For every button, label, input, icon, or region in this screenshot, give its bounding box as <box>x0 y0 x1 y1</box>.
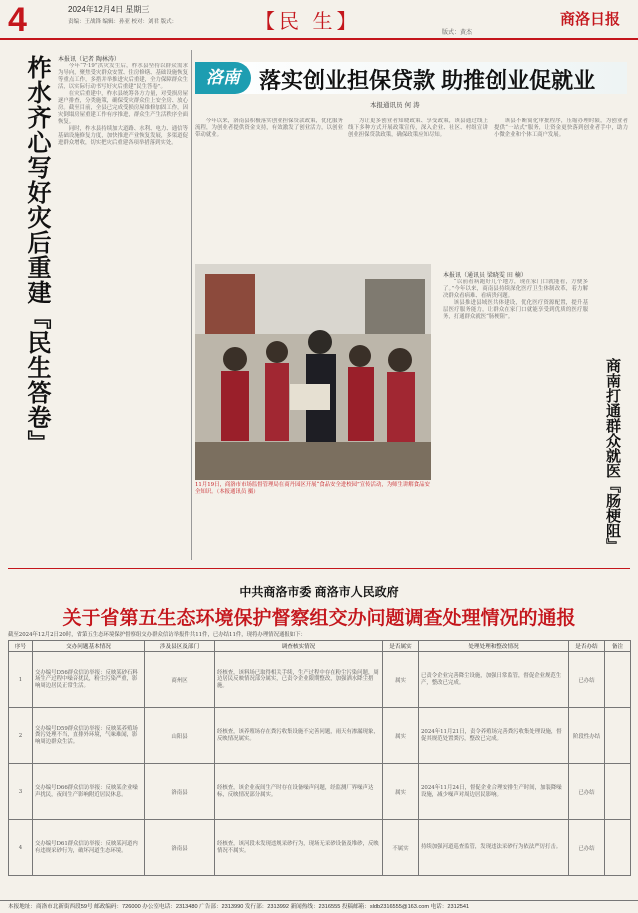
cell-finding: 经核查，该河段未发现违规采砂行为，现场无采砂设备及堆砂，反映情况不属实。 <box>215 820 383 876</box>
masthead-logo: 商洛日报 <box>560 11 621 28</box>
cell-handling: 持续加强河道巡查监管，发现违法采砂行为依法严厉打击。 <box>419 820 569 876</box>
article-banner <box>195 62 627 94</box>
notice-table <box>8 640 631 876</box>
paragraph: 同时，柞水县持续加大道路、水利、电力、通信等基础设施修复力度，加快推进产业恢复发展，多渠道促进群众增收，切实把灾后重建各项举措落到实处。 <box>58 126 188 146</box>
left-article-byline: 本报讯（记者 陶林涛） <box>58 56 120 63</box>
cell-finding: 经核查，该料场已取得相关手续，生产过程中存在粉尘污染问题，周边居民反映情况部分属实，已责令企业限期整改，加强洒水降尘措施。 <box>215 652 383 708</box>
photo-caption: 11月19日，商洛市市场监督管理局在商丹园区开展“食品安全进校园”宣传活动，为师生讲解食品安全知识。（本报通讯员 摄） <box>195 482 430 495</box>
column-divider <box>191 50 192 560</box>
cell-verified: 属实 <box>383 764 419 820</box>
left-article-body <box>58 63 188 543</box>
notice-title: 关于省第五生态环境保护督察组交办问题调查处理情况的通报 <box>62 608 576 629</box>
cell-county: 洛南县 <box>145 764 215 820</box>
cell-no: 2 <box>9 708 33 764</box>
cell-closed: 阶段性办结 <box>569 708 605 764</box>
main-article-col-1 <box>195 118 343 258</box>
main-article-col-3 <box>494 118 628 258</box>
cell-issue: 交办编号D56群众信访举报：反映某砂石料场生产过程中噪音扰民，粉尘污染严重，影响周边居民正常生活。 <box>33 652 145 708</box>
paragraph: “以前看病跑好几个地方，现在家门口就能看，方便多了。”今年以来，商南县持续深化医疗卫生体制改革，着力解决群众看病难、看病贵问题。 <box>443 279 588 299</box>
banner-chip <box>195 62 251 94</box>
page-number: 4 <box>8 1 27 39</box>
cell-note <box>605 652 631 708</box>
cell-issue: 交办编号D61群众信访举报：反映某河道内有违规采砂行为，破坏河道生态环境。 <box>33 820 145 876</box>
cell-handling: 已责令企业完善降尘设施，加强日常监管，督促企业规范生产，整改已完成。 <box>419 652 569 708</box>
cell-issue: 交办编号D66群众信访举报：反映某企业噪声扰民，夜间生产影响附近居民休息。 <box>33 764 145 820</box>
cell-issue: 交办编号D59群众信访举报：反映某养殖场粪污处理不当，直排外环境，气味难闻，影响周边群众生活。 <box>33 708 145 764</box>
cell-note <box>605 708 631 764</box>
cell-verified: 不属实 <box>383 820 419 876</box>
cell-county: 商州区 <box>145 652 215 708</box>
notice-intro: 截至2024年12月2日20时，省第五生态环境保护督察组交办群众信访举报件共11件，已办结11件，现将办理情况通报如下： <box>8 632 306 638</box>
editors-line: 责编：王战锋 编辑：孙亚 校对：刘君 版式： <box>68 19 178 25</box>
table-row <box>9 652 631 708</box>
right-article-body <box>443 279 588 554</box>
cell-finding: 经核查，该养殖场存在粪污收集设施不完善问题，雨天有渗漏现象，反映情况属实。 <box>215 708 383 764</box>
cell-handling: 2024年11月24日，督促企业合理安排生产时间，加装降噪设施，减少噪声对周边居民影响。 <box>419 764 569 820</box>
table-row <box>9 764 631 820</box>
cell-finding: 经核查，该企业夜间生产时存在设备噪声问题，经监测厂界噪声达标，反映情况部分属实。 <box>215 764 383 820</box>
table-row <box>9 708 631 764</box>
main-article-col-2 <box>348 118 488 258</box>
section-separator <box>8 568 630 569</box>
column-header: 是否属实 <box>383 641 419 652</box>
banner-label: 洛南 <box>206 68 240 87</box>
column-header: 序号 <box>9 641 33 652</box>
paragraph: 今年“7·19”洪灾发生后，柞水县坚持以群众需求为导向，聚焦受灾群众安置、住房修缮、基础设施恢复等重点工作，多措并举推进灾后重建，全力保障群众生活，以实际行动书写好灾后重建“民生答卷”。 <box>58 63 188 90</box>
cell-closed: 已办结 <box>569 820 605 876</box>
cell-no: 1 <box>9 652 33 708</box>
cell-no: 3 <box>9 764 33 820</box>
column-header: 交办问题基本情况 <box>33 641 145 652</box>
paragraph: 该县不断简化审批程序，压缩办理时限，为创业者提供“一站式”服务，让资金更快落到创业者手中，助力小微企业和个体工商户发展。 <box>494 118 628 138</box>
cell-verified: 属实 <box>383 708 419 764</box>
column-header: 是否办结 <box>569 641 605 652</box>
cell-county: 山阳县 <box>145 708 215 764</box>
section-title: 【民 生】 <box>255 11 361 33</box>
photo-image-icon <box>195 264 431 480</box>
cell-closed: 已办结 <box>569 764 605 820</box>
column-header: 调查核实情况 <box>215 641 383 652</box>
paragraph: 该县推进县域医共体建设，优化医疗资源配置，提升基层医疗服务能力，让群众在家门口就能享受到优质的医疗服务，打通群众就医“肠梗阻”。 <box>443 300 588 320</box>
paragraph: 为让更多创业者知晓政策、享受政策，该县通过线上线下多种方式开展政策宣传，深入企业、社区、村组宣讲创业担保贷款政策，确保政策应知尽知。 <box>348 118 488 138</box>
left-article-title: 柞水齐心写好灾后重建『民生答卷』 <box>23 55 50 455</box>
cell-verified: 属实 <box>383 652 419 708</box>
table-header-row <box>9 641 631 652</box>
paragraph: 今年以来，洛南县积极落实创业担保贷款政策，优化服务流程，为创业者提供资金支持，有效激发了创业活力，以创业带动就业。 <box>195 118 343 138</box>
column-header: 备注 <box>605 641 631 652</box>
cell-handling: 2024年11月21日，责令养殖场完善粪污收集处理设施，督促其规范处置粪污，整改已完成。 <box>419 708 569 764</box>
notice-issuer: 中共商洛市委 商洛市人民政府 <box>239 585 399 599</box>
issue-date: 2024年12月4日 星期三 <box>68 5 150 14</box>
edition-line: 版式：黄杰 <box>442 30 473 36</box>
right-article-byline: 本报讯（通讯员 梁晓雯 田 楠） <box>443 272 527 279</box>
cell-closed: 已办结 <box>569 652 605 708</box>
main-article-title: 落实创业担保贷款 助推创业促就业 <box>259 68 596 93</box>
main-article-byline: 本报通讯员 何 涛 <box>370 101 420 109</box>
table-row <box>9 820 631 876</box>
page-header <box>0 0 638 40</box>
news-photo <box>195 264 431 480</box>
cell-note <box>605 820 631 876</box>
page-footer: 本报地址：商洛市北新街西段59号 邮政编码：726000 办公室电话：2313480 广告部：2313990 发行部：2313992 新闻热线：2316555 投稿邮箱：sldb2316555@163.com 电话：2312541 <box>0 900 638 913</box>
column-header: 处理处理和整改情况 <box>419 641 569 652</box>
column-header: 涉及县区及部门 <box>145 641 215 652</box>
right-article-title: 商南打通群众就医『肠梗阻』 <box>604 358 621 553</box>
paragraph: 在灾后重建中，柞水县统筹各方力量，对受损房屋逐户排查，分类施策，确保受灾群众住上安全房、放心房。截至目前，全县已完成受损房屋维修加固工作，因灾倒塌房屋重建工作有序推进，群众生产生活秩序全面恢复。 <box>58 91 188 125</box>
cell-note <box>605 764 631 820</box>
cell-county: 洛南县 <box>145 820 215 876</box>
cell-no: 4 <box>9 820 33 876</box>
